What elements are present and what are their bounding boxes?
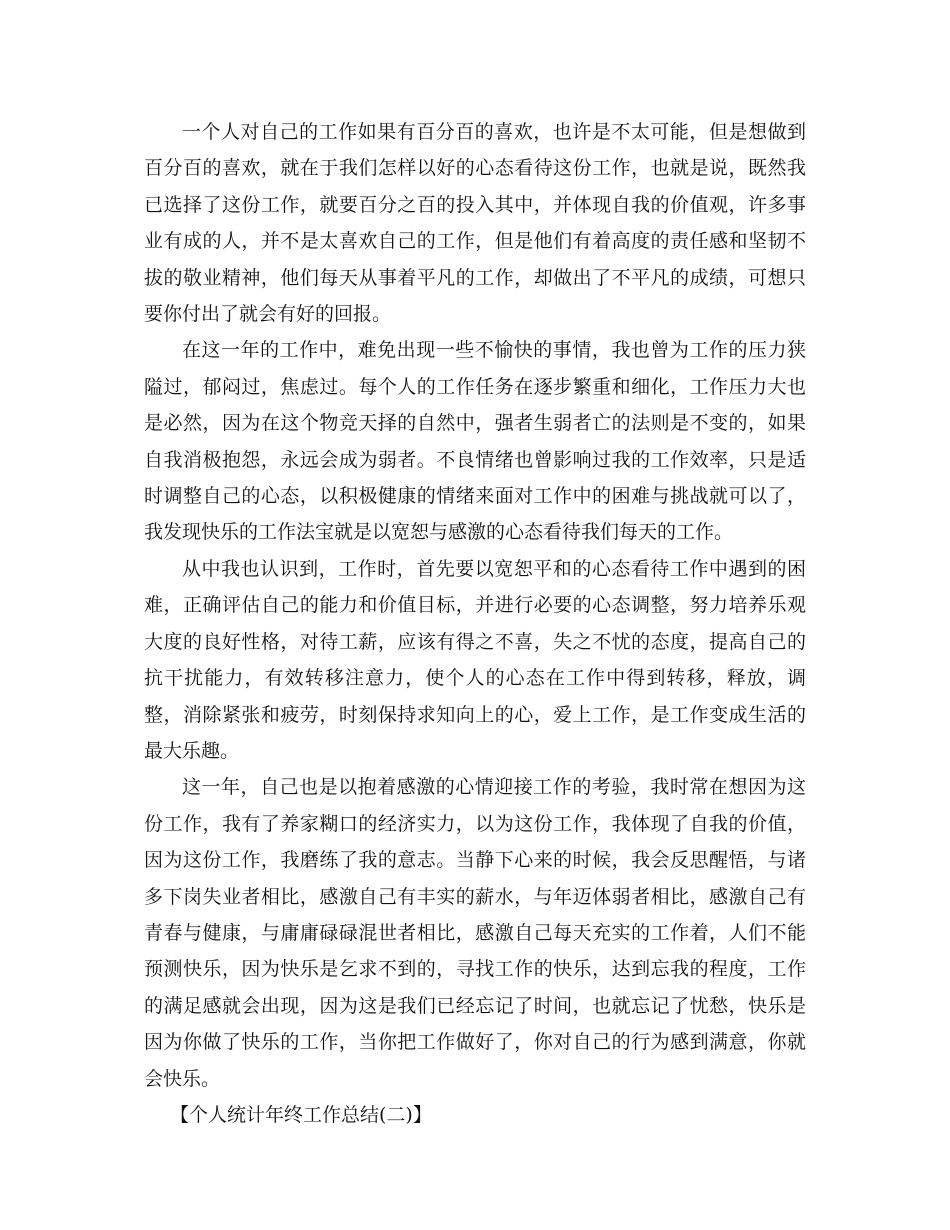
paragraph-2: 在这一年的工作中，难免出现一些不愉快的事情，我也曾为工作的压力狭隘过，郁闷过，焦虑过。每个人的工作任务在逐步繁重和细化，工作压力大也是必然，因为在这个物竞天择的自然中，强者生弱者亡的法则是不变的，如果自我消极抱怨，永远会成为弱者。不良情绪也曾影响过我的工作效率，只是适时调整自己的心态，以积极健康的情绪来面对工作中的困难与挑战就可以了，我发现快乐的工作法宝就是以宽恕与感激的心态看待我们每天的工作。	[144, 339, 806, 544]
paragraph-3: 从中我也认识到，工作时，首先要以宽恕平和的心态看待工作中遇到的困难，正确评估自己的能力和价值目标，并进行必要的心态调整，努力培养乐观大度的良好性格，对待工薪，应该有得之不喜，失之不忧的态度，提高自己的抗干扰能力，有效转移注意力，使个人的心态在工作中得到转移，释放，调整，消除紧张和疲劳，时刻保持求知向上的心，爱上工作，是工作变成生活的最大乐趣。	[144, 557, 806, 762]
paragraph-4: 这一年，自己也是以抱着感激的心情迎接工作的考验，我时常在想因为这份工作，我有了养家糊口的经济实力，以为这份工作，我体现了自我的价值，因为这份工作，我磨练了我的意志。当静下心来的时候，我会反思醒悟，与诸多下岗失业者相比，感激自己有丰实的薪水，与年迈体弱者相比，感激自己有青春与健康，与庸庸碌碌混世者相比，感激自己每天充实的工作着，人们不能预测快乐，因为快乐是乞求不到的，寻找工作的快乐，达到忘我的程度，工作的满足感就会出现，因为这是我们已经忘记了时间，也就忘记了忧愁，快乐是因为你做了快乐的工作，当你把工作做好了，你对自己的行为感到满意，你就会快乐。	[144, 776, 806, 1090]
paragraph-1: 一个人对自己的工作如果有百分百的喜欢，也许是不太可能，但是想做到百分百的喜欢，就在于我们怎样以好的心态看待这份工作，也就是说，既然我已选择了这份工作，就要百分之百的投入其中，并体现自我的价值观，许多事业有成的人，并不是太喜欢自己的工作，但是他们有着高度的责任感和坚韧不拔的敬业精神，他们每天从事着平凡的工作，却做出了不平凡的成绩，可想只要你付出了就会有好的回报。	[144, 121, 806, 326]
section-heading: 【个人统计年终工作总结(二)】	[170, 1103, 432, 1126]
document-body	[144, 114, 806, 1133]
